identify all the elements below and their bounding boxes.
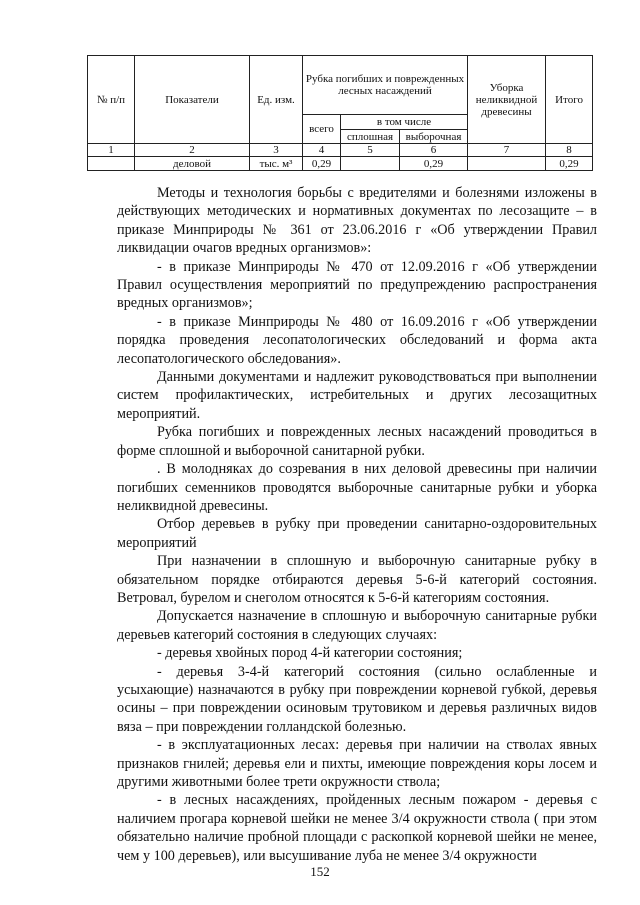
header-total: всего <box>303 115 341 144</box>
body-text <box>117 184 597 865</box>
table-cell: деловой <box>135 157 250 171</box>
table-cell: 0,29 <box>400 157 468 171</box>
col-number-cell: 5 <box>341 144 400 157</box>
header-including: в том числе <box>341 115 468 130</box>
paragraph-fire-damaged: - в лесных насаждениях, пройденных лесным пожаром - деревья с наличием прогара корневой шейки не менее 3/4 окружности ствола ( при этом обязательно наличие пробной площади с раскопкой корневой шейки не менее, чем у 100 деревьев), или высушивание луба не менее 3/4 окружности <box>117 792 597 864</box>
header-selective: выборочная <box>400 130 468 144</box>
table-cell: тыс. м³ <box>250 157 303 171</box>
header-cleanup: Уборка неликвидной древесины <box>468 56 546 144</box>
paragraph-young-stands: . В молодняках до созревания в них деловой древесины при наличии погибших семенников проводятся выборочные санитарные рубки и уборка неликвидной древесины. <box>117 461 597 514</box>
col-number-cell: 6 <box>400 144 468 157</box>
felling-table <box>87 55 593 171</box>
paragraph-selection-heading: Отбор деревьев в рубку при проведении санитарно-оздоровительных мероприятий <box>117 516 597 551</box>
paragraph-operational-forests: - в эксплуатационных лесах: деревья при наличии на стволах явных признаков гнилей; деревья ели и пихты, имеющие повреждения коры лосем и другими животными более трети окружности ствола; <box>117 737 597 790</box>
paragraph-guidance: Данными документами и надлежит руководствоваться при выполнении систем профилактических, истребительных и других лесозащитных мероприятий. <box>117 369 597 422</box>
col-number-cell: 8 <box>546 144 593 157</box>
col-number-cell: 4 <box>303 144 341 157</box>
table-row <box>88 157 593 171</box>
col-number-cell: 1 <box>88 144 135 157</box>
table-cell <box>341 157 400 171</box>
paragraph-mandatory-selection: При назначении в сплошную и выборочную санитарные рубку в обязательном порядке отбираются деревья 5-6-й категорий состояния. Ветровал, бурелом и снеголом относятся к 5-6-й категориям состояния. <box>117 553 597 606</box>
paragraph-order-470: - в приказе Минприроды № 470 от 12.09.2016 г «Об утверждении Правил осуществления мероприятий по предупреждению распространения вредных организмов»; <box>117 258 597 312</box>
header-grand-total: Итого <box>546 56 593 144</box>
header-num: № п/п <box>88 56 135 144</box>
paragraph-order-480: - в приказе Минприроды № 480 от 16.09.2016 г «Об утверждении порядка проведения лесопатологических обследований и форма акта лесопатологического обследования». <box>117 313 597 367</box>
table-cell <box>88 157 135 171</box>
header-clear: сплошная <box>341 130 400 144</box>
paragraph-categories-3-4: - деревья 3-4-й категорий состояния (сильно ослабленные и усыхающие) назначаются в рубку при повреждении корневой губкой, деревья осины – при повреждении осиновым трутовиком и деревья различных видов вяза – при повреждении голландской болезнью. <box>117 663 597 735</box>
table-cell: 0,29 <box>303 157 341 171</box>
paragraph-allowed-cases: Допускается назначение в сплошную и выборочную санитарные рубки деревьев категорий состояния в следующих случаях: <box>117 608 597 643</box>
paragraph-felling-form: Рубка погибших и поврежденных лесных насаждений проводиться в форме сплошной и выборочной санитарной рубки. <box>117 424 597 459</box>
table-cell <box>468 157 546 171</box>
paragraph-methods: Методы и технология борьбы с вредителями и болезнями изложены в действующих методических и нормативных документах по лесозащите – в приказе Минприроды № 361 от 23.06.2016 г «Об утверждении Правил ликвидации очагов вредных организмов»: <box>117 185 597 257</box>
paragraph-conifers: - деревья хвойных пород 4-й категории состояния; <box>157 645 463 662</box>
header-felling: Рубка погибших и поврежденных лесных насаждений <box>303 56 468 115</box>
col-number-cell: 2 <box>135 144 250 157</box>
page-number: 152 <box>310 864 330 879</box>
table-cell: 0,29 <box>546 157 593 171</box>
header-indicators: Показатели <box>135 56 250 144</box>
header-unit: Ед. изм. <box>250 56 303 144</box>
col-number-cell: 3 <box>250 144 303 157</box>
col-number-cell: 7 <box>468 144 546 157</box>
